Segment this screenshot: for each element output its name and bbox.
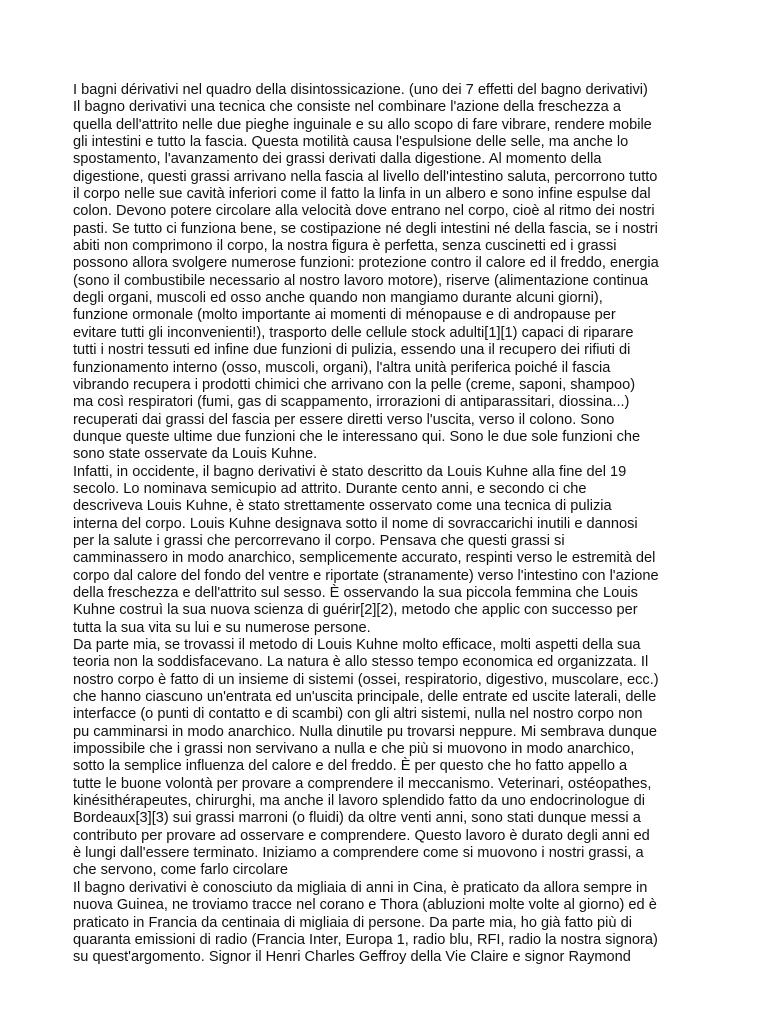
text-line: descriveva Louis Kuhne, è stato strettamente osservato come una tecnica di pulizia [73, 498, 612, 515]
text-line: su quest'argomento. Signor il Henri Charles Geffroy della Vie Claire e signor Raymond [73, 949, 631, 966]
text-line: Da parte mia, se trovassi il metodo di Louis Kuhne molto efficace, molti aspetti della sua [73, 637, 641, 653]
text-line: il corpo nelle sue cavità inferiori come il fatto la linfa in un albero e sono infine espulse dal [73, 186, 651, 203]
text-line: Bordeaux[3][3) sui grassi marroni (o fluidi) da oltre venti anni, sono stati dunque messi a [73, 810, 641, 827]
text-line: quaranta emissioni di radio (Francia Inter, Europa 1, radio blu, RFI, radio la nostra signora) [73, 931, 658, 948]
text-line: I bagni dérivativi nel quadro della disintossicazione. (uno dei 7 effetti del bagno derivativi) [73, 82, 648, 98]
text-line: sono state osservate da Louis Kuhne. [73, 446, 318, 463]
text-line: spostamento, l'avanzamento dei grassi derivati dalla digestione. Al momento della [73, 151, 602, 168]
text-line: colon. Devono potere circolare alla velocità dove entrano nel corpo, cioè al ritmo dei nostri [73, 203, 655, 220]
text-line: interfacce (o punti di contatto e di scambi) con gli altri sistemi, nulla nel nostro corpo non [73, 706, 643, 723]
text-line: praticato in Francia da centinaia di migliaia di persone. Da parte mia, ho già fatto più di [73, 914, 632, 931]
text-line: Kuhne costruì la sua nuova scienza di guérir[2][2), metodo che applic con successo per [73, 602, 638, 619]
text-line: pu camminarsi in modo anarchico. Nulla dinutile pu trovarsi neppure. Mi sembrava dunque [73, 723, 658, 740]
text-line: gli intestini e tutto la fascia. Questa motilità causa l'espulsione delle selle, ma anche lo [73, 134, 629, 151]
text-line: teoria non la soddisfacevano. La natura è allo stesso tempo economica ed organizzata. Il [73, 654, 649, 671]
text-line: è lungi dall'essere terminato. Iniziamo a comprendere come si muovono i nostri grassi, a [73, 845, 644, 862]
text-line: possono allora svolgere numerose funzioni: protezione contro il calore ed il freddo, energia [73, 255, 659, 272]
text-line: funzione ormonale (molto importante ai momenti di ménopause e di andropause per [73, 307, 616, 324]
text-line: Infatti, in occidente, il bagno derivativi è stato descritto da Louis Kuhne alla fine del 19 [73, 463, 627, 480]
text-line: funzionamento interno (osso, muscoli, organi), l'altra unità periferica poiché il fascia [73, 359, 611, 376]
text-line: che hanno ciascuno un'entrata ed un'uscita principale, delle entrate ed uscite laterali, delle [73, 689, 657, 706]
text-line: camminassero in modo anarchico, semplicemente accurato, respinti verso le estremità del [73, 550, 656, 567]
text-line: Il bagno derivativi una tecnica che consiste nel combinare l'azione della freschezza a [73, 99, 621, 116]
text-line: evitare tutti gli inconvenienti!), trasporto delle cellule stock adulti[1][1) capaci di riparare [73, 324, 634, 341]
text-line: degli organi, muscoli ed osso anche quando non mangiamo durante alcuni giorni), [73, 290, 603, 307]
text-line: contributo per provare ad osservare e comprendere. Questo lavoro è durato degli anni ed [73, 827, 650, 844]
text-line: pasti. Se tutto ci funziona bene, se costipazione né degli intestini né della fascia, se i nostri [73, 220, 658, 237]
text-line: interna del corpo. Louis Kuhne designava sotto il nome di sovraccarichi inutili e dannosi [73, 515, 638, 532]
text-line: sotto la semplice influenza del calore e del freddo. È per questo che ho fatto appello a [73, 758, 628, 775]
text-line: che servono, come farlo circolare [73, 862, 288, 879]
text-line: ma così respiratori (fumi, gas di scappamento, irrorazioni di antiparassitari, diossina...) [73, 394, 630, 411]
text-line: kinésithérapeutes, chirurghi, ma anche il lavoro splendido fatto da uno endocrinologue di [73, 793, 645, 810]
text-line: impossibile che i grassi non servivano a nulla e che più si muovono in modo anarchico, [73, 741, 635, 758]
text-line: recuperati dai grassi del fascia per essere diretti verso l'uscita, verso il colono. Sono [73, 411, 615, 428]
text-line: dunque queste ultime due funzioni che le interessano qui. Sono le due sole funzioni che [73, 428, 641, 445]
text-line: abiti non comprimono il corpo, la nostra figura è perfetta, senza cuscinetti ed i grassi [73, 238, 617, 255]
text-line: secolo. Lo nominava semicupio ad attrito. Durante cento anni, e secondo ci che [73, 480, 587, 497]
text-line: tutta la sua vita su lui e su numerose persone. [73, 619, 371, 636]
text-line: nuova Guinea, ne troviamo tracce nel corano e Thora (abluzioni molte volte al giorno) ed è [73, 897, 657, 914]
document-body [73, 82, 708, 967]
text-line: corpo dal calore del fondo del ventre e riportate (stranamente) verso l'intestino con l'azione [73, 567, 659, 584]
text-line: (sono il combustibile necessario al nostro lavoro motore), riserve (alimentazione continua [73, 272, 649, 289]
text-line: nostro corpo è fatto di un insieme di sistemi (ossei, respiratorio, digestivo, muscolare, ecc.) [73, 671, 659, 688]
text-line: tutte le buone volontà per provare a comprendere il meccanismo. Veterinari, ostéopathes, [73, 775, 652, 792]
text-line: digestione, questi grassi arrivano nella fascia al livello dell'intestino saluta, percorrono tutto [73, 168, 658, 185]
text-line: vibrando recupera i prodotti chimici che arrivano con la pelle (creme, saponi, shampoo) [73, 376, 636, 393]
text-line: per la salute i grassi che percorrevano il corpo. Pensava che questi grassi si [73, 532, 565, 549]
text-line: della freschezza e dell'attrito sul sesso. È osservando la sua piccola femmina che Louis [73, 584, 638, 601]
text-line: Il bagno derivativi è conosciuto da migliaia di anni in Cina, è praticato da allora sempre in [73, 879, 648, 896]
text-line: quella dell'attrito nelle due pieghe inguinale e su allo scopo di fare vibrare, rendere mobile [73, 116, 652, 133]
text-line: tutti i nostri tessuti ed infine due funzioni di pulizia, essendo una il recupero dei rifiuti di [73, 342, 631, 359]
